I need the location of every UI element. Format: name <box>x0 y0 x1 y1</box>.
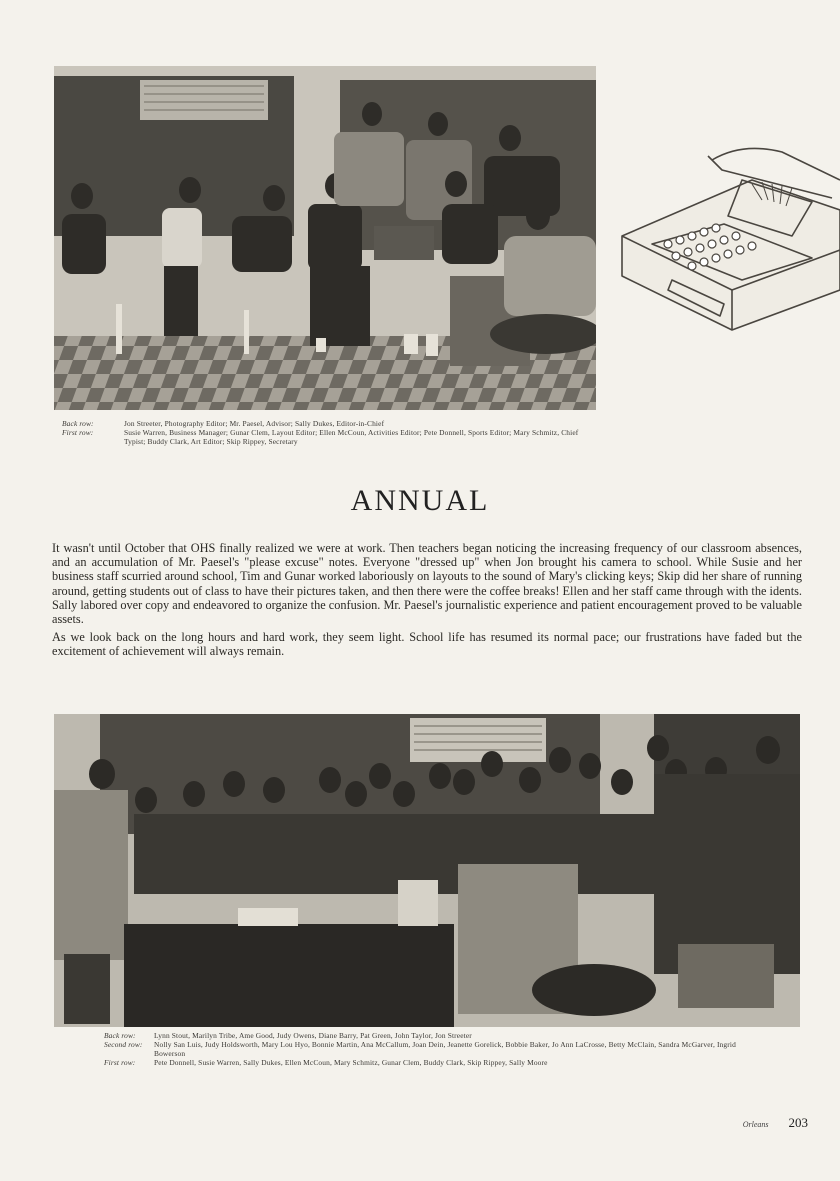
caption-row-label: First row: <box>104 1058 136 1067</box>
caption-row-text: Susie Warren, Business Manager; Gunar Clem, Layout Editor; Ellen McCoun, Activities Editor; Pete Donnell, Sports Editor; Mary Schmitz, Chief Typist; Buddy Clark, Art Editor; Skip Rippey, Secretary <box>124 428 579 446</box>
staff-photo-top <box>54 66 596 410</box>
caption-row-text: Jon Streeter, Photography Editor; Mr. Paesel, Advisor; Sally Dukes, Editor-in-Chief <box>124 419 385 428</box>
typewriter-sketch-icon <box>612 140 840 340</box>
paragraph: It wasn't until October that OHS finally realized we were at work. Then teachers began noticing the increasing frequency of our classroom absences, and an accumulation of Mr. Paesel's "please excuse" notes. Everyone "dressed up" when Jon brought his camera to school. While Susie and her business staff scurried around school, Tim and Gunar worked laboriously on layouts to the sound of Mary's clicking keys; Skip did her share of running around, getting students out of class to have their pictures taken, and then there were the coffee breaks! Ellen and her staff came through with the idents. Sally labored over copy and endeavored to organize the confusion. Mr. Paesel's journalistic experience and patient encouragement proved to be valuable assets. <box>52 541 802 627</box>
section-name: Orleans <box>742 1120 769 1129</box>
article-body <box>52 541 802 663</box>
page-title: ANNUAL <box>350 484 490 517</box>
staff-photo-bottom <box>54 714 800 1027</box>
caption-row-text: Lynn Stout, Marilyn Tribe, Ame Good, Judy Owens, Diane Barry, Pat Green, John Taylor, Jon Streeter <box>154 1031 472 1040</box>
caption-row-label: Second row: <box>104 1040 143 1049</box>
page-number: 203 <box>788 1115 808 1130</box>
caption-row-text: Nolly San Luis, Judy Holdsworth, Mary Lou Hyo, Bonnie Martin, Ana McCallum, Joan Dein, Jeanette Gorelick, Bobbie Baker, Jo Ann LaCrosse, Betty McClain, Sandra McGarver, Ingrid Bowerson <box>154 1040 736 1058</box>
caption-row-text: Pete Donnell, Susie Warren, Sally Dukes, Ellen McCoun, Mary Schmitz, Gunar Clem, Buddy Clark, Skip Rippey, Sally Moore <box>154 1058 548 1067</box>
photo-bottom-caption <box>104 1031 764 1067</box>
caption-row-label: First row: <box>62 428 94 437</box>
page-footer <box>743 1115 808 1131</box>
paragraph: As we look back on the long hours and hard work, they seem light. School life has resumed its normal pace; our frustrations have faded but the excitement of achievement will always remain. <box>52 630 802 659</box>
photo-top-caption <box>62 419 582 446</box>
caption-row-label: Back row: <box>62 419 94 428</box>
caption-row-label: Back row: <box>104 1031 136 1040</box>
